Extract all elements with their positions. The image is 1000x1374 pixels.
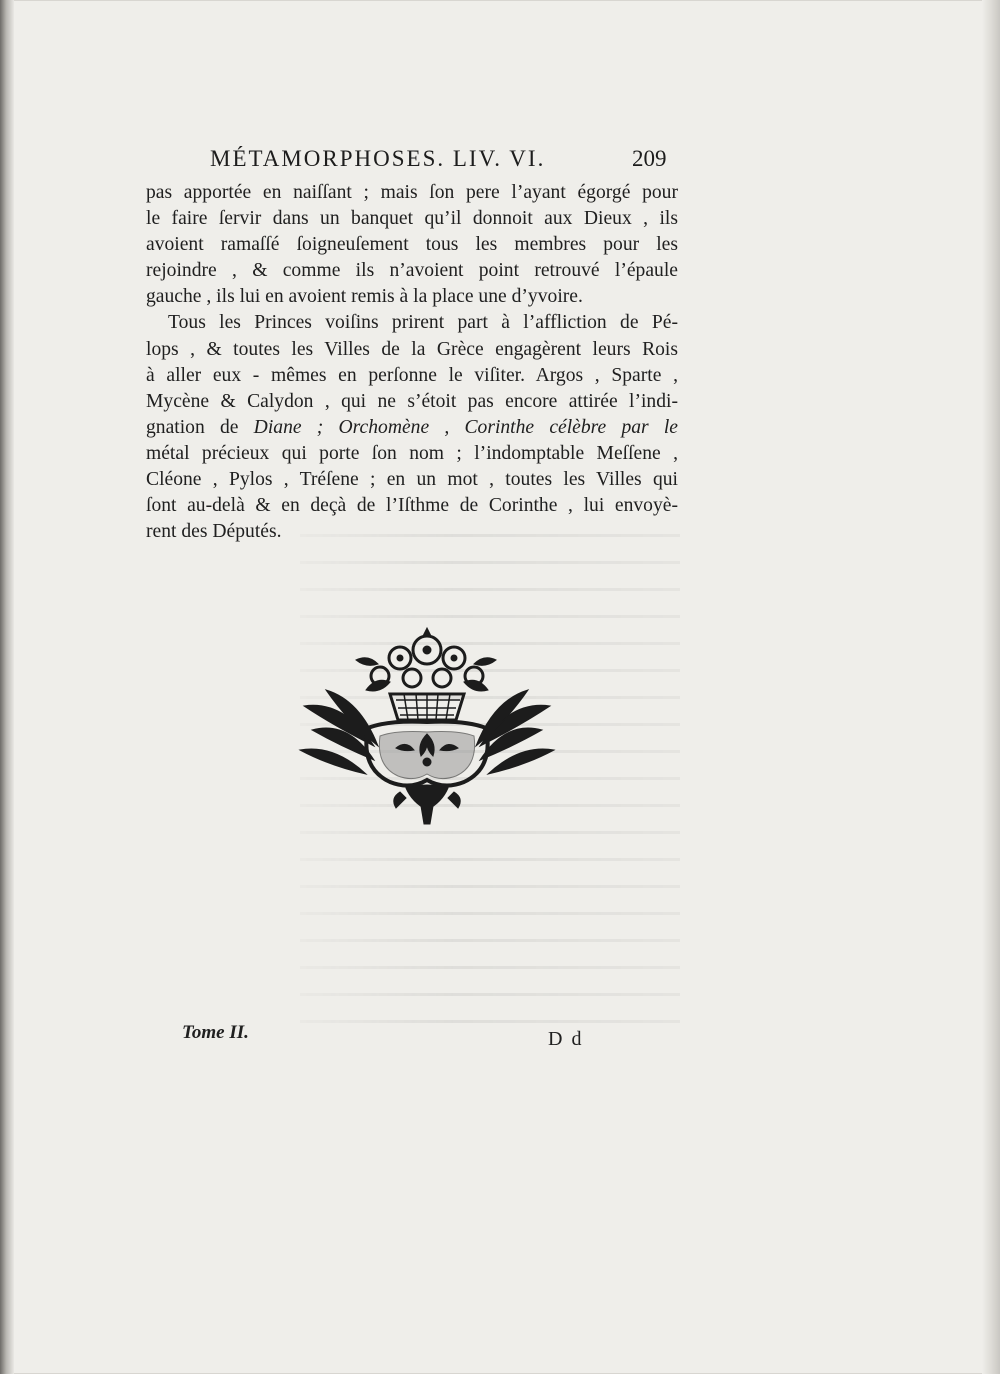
body-text <box>146 180 678 545</box>
running-header-title: MÉTAMORPHOSES. LIV. VI. <box>210 146 546 171</box>
cartouche-icon <box>366 722 487 786</box>
basket-icon <box>390 694 464 720</box>
text-italic: Diane ; Orchomène , Corinthe célèbre par le <box>253 416 679 438</box>
text-line: le faire ſervir dans un banquet qu’il donnoit aux Dieux , ils <box>146 208 678 230</box>
text-line: avoient ramaſſé ſoigneuſement tous les membres pour les <box>146 234 678 256</box>
footer-volume-label: Tome II. <box>182 1022 249 1043</box>
paragraph-1 <box>146 180 678 310</box>
text-line <box>146 415 678 441</box>
paragraph-2 <box>146 310 678 545</box>
text-line: Tous les Princes voiſins prirent part à l’affliction de Pé- <box>168 312 678 334</box>
page-edge <box>982 0 1000 1374</box>
text-line: lops , & toutes les Villes de la Grèce engagèrent leurs Rois <box>146 338 678 360</box>
text-line: à aller eux - mêmes en perſonne le viſiter. Argos , Sparte , <box>146 364 678 386</box>
text-line: pas apportée en naiſſant ; mais ſon pere l’ayant égorgé pour <box>146 182 678 203</box>
flower-basket-vignette <box>296 620 558 832</box>
text-line: gauche , ils lui en avoient remis à la place une d’yvoire. <box>146 286 583 308</box>
text-line: rent des Députés. <box>146 521 282 543</box>
pendant-icon <box>394 785 461 824</box>
page-gutter <box>0 0 14 1374</box>
text-line: ſont au-delà & en deçà de l’Iſthme de Corinthe , lui envoyè- <box>146 495 678 517</box>
footer-signature-mark: D d <box>548 1028 584 1050</box>
text-line: Cléone , Pylos , Tréſene ; en un mot , toutes les Villes qui <box>146 469 678 491</box>
text-line: rejoindre , & comme ils n’avoient point retrouvé l’épaule <box>146 260 678 282</box>
text-line: métal précieux qui porte ſon nom ; l’indomptable Meſſene , <box>146 442 678 464</box>
page-number: 209 <box>632 146 667 171</box>
text-roman: gnation de <box>146 416 254 438</box>
flower-bouquet-icon <box>356 628 496 691</box>
text-line: Mycène & Calydon , qui ne s’étoit pas encore attirée l’indi- <box>146 390 678 412</box>
